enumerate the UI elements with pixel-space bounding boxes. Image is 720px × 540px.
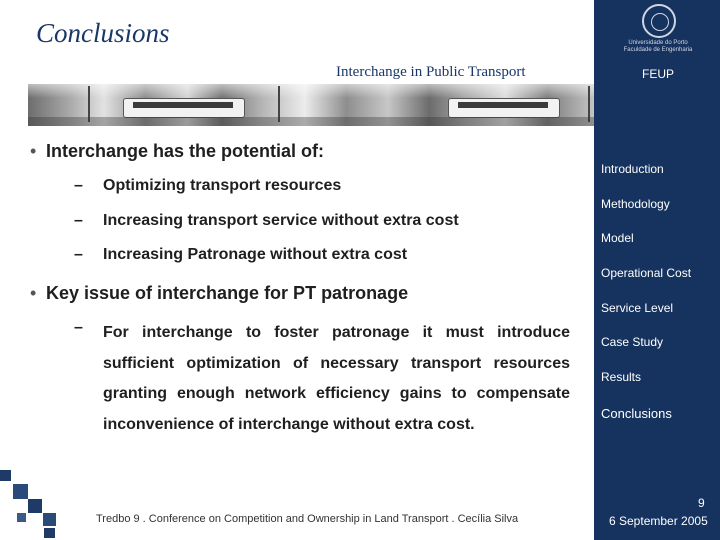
university-seal-icon (642, 4, 676, 38)
sub-item-4-text: For interchange to foster patronage it must introduce sufficient optimization of necessary transport resources granting enough network efficiency gains to compensate inconvenience of interchange without extra cost. (103, 324, 570, 433)
bullet-2: • Key issue of interchange for PT patronage (30, 283, 409, 303)
nav-item-introduction[interactable]: Introduction (601, 162, 664, 176)
institution-label: Universidade do Porto Faculdade de Engenharia (623, 40, 693, 53)
nav-item-model[interactable]: Model (601, 231, 634, 245)
footer-date: 6 September 2005 (609, 514, 708, 528)
decor-square-6 (44, 528, 55, 538)
page-number: 9 (698, 496, 705, 510)
nav-item-operational-cost[interactable]: Operational Cost (601, 266, 692, 280)
footer-conference: Tredbo 9 . Conference on Competition and Ownership in Land Transport . Cecília Silva (96, 513, 519, 525)
nav-item-conclusions[interactable]: Conclusions (601, 406, 672, 421)
decor-square-2 (13, 484, 28, 499)
decor-square-5 (43, 513, 56, 526)
feup-label: FEUP (641, 67, 674, 81)
bullet-2-text: Key issue of interchange for PT patronage (46, 283, 409, 303)
bullet-1: • Interchange has the potential of: (30, 141, 325, 161)
nav-item-service-level[interactable]: Service Level (601, 301, 674, 315)
bullet-1-text: Interchange has the potential of: (46, 141, 325, 161)
nav-item-methodology[interactable]: Methodology (601, 197, 670, 211)
nav-item-results[interactable]: Results (601, 370, 642, 384)
page-title: Conclusions (36, 18, 170, 48)
decor-square-4 (17, 513, 26, 522)
decor-square-1 (0, 470, 11, 481)
page-subtitle: Interchange in Public Transport (336, 64, 526, 80)
decor-square-3 (28, 499, 42, 513)
nav-item-case-study[interactable]: Case Study (601, 335, 664, 349)
